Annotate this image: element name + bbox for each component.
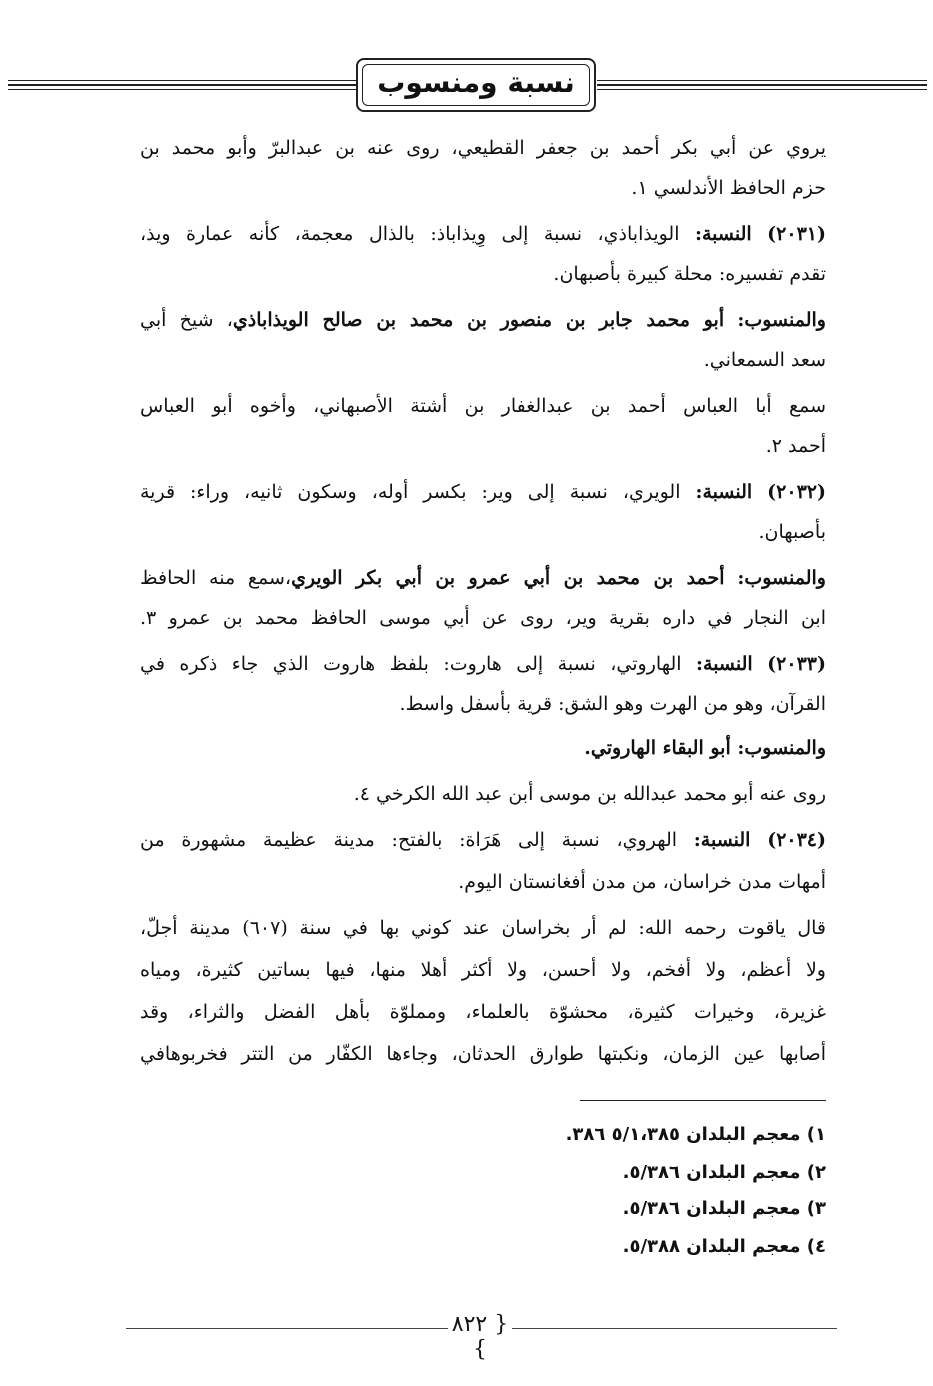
footnote: ٢) معجم البلدان ٥/٣٨٦. bbox=[622, 1162, 826, 1183]
footnote: ١) معجم البلدان ٥/١،٣٨٥ ٣٨٦. bbox=[565, 1124, 826, 1145]
text-line: سعد السمعاني. bbox=[703, 349, 826, 371]
nisba-label: النسبة: bbox=[693, 829, 751, 851]
page-number: { ٨٢٢ } bbox=[451, 1312, 509, 1362]
page-title: نسبة ومنسوب bbox=[377, 66, 575, 99]
mansub-line: والمنسوب: أبو البقاء الهاروتي. bbox=[584, 737, 826, 759]
title-frame bbox=[356, 58, 596, 112]
footnote-separator bbox=[580, 1100, 826, 1101]
entry-number: (٢٠٣٤) bbox=[767, 829, 827, 851]
header-rule-left bbox=[8, 80, 356, 94]
entry-2034: (٢٠٣٤) النسبة: الهروي، نسبة إلى هَرَاة: بالفتح: مدينة عظيمة مشهورة من bbox=[140, 829, 827, 851]
text-line: ابن النجار في داره بقرية وير، روى عن أبي موسى الحافظ محمد بن عمرو ٣. bbox=[140, 607, 826, 629]
footnote: ٣) معجم البلدان ٥/٣٨٦. bbox=[622, 1198, 826, 1219]
nisba-label: النسبة: bbox=[694, 223, 752, 245]
text-line: أحمد ٢. bbox=[765, 435, 826, 457]
page-number-rule-right bbox=[512, 1328, 837, 1329]
text-line: غزيرة، وخيرات كثيرة، محشوّة بالعلماء، ومملوّة بأهل الفضل والثراء، وقد bbox=[140, 1001, 826, 1023]
text-line: سمع أبا العباس أحمد بن عبدالغفار بن أشتة الأصبهاني، وأخوه أبو العباس bbox=[140, 395, 826, 417]
mansub-line: والمنسوب: أبو محمد جابر بن منصور بن محمد بن صالح الويذاباذي، شيخ أبي bbox=[140, 309, 826, 331]
nisba-label: النسبة: bbox=[696, 653, 753, 675]
footnote: ٤) معجم البلدان ٥/٣٨٨. bbox=[622, 1236, 826, 1257]
header-rule-right bbox=[597, 80, 927, 94]
entry-number: (٢٠٣٣) bbox=[767, 653, 826, 675]
entry-2033: (٢٠٣٣) النسبة: الهاروتي، نسبة إلى هاروت: بلفظ هاروت الذي جاء ذكره في bbox=[140, 653, 826, 675]
nisba-label: النسبة: bbox=[695, 481, 753, 503]
text-line: بأصبهان. bbox=[758, 521, 826, 543]
text-line: حزم الحافظ الأندلسي ١. bbox=[631, 177, 826, 199]
text-line: ولا أعظم، ولا أفخم، ولا أحسن، ولا أكثر أهلا منها، فيها بساتين كثيرة، ومياه bbox=[140, 959, 826, 981]
mansub-label: والمنسوب: bbox=[737, 567, 826, 589]
entry-number: (٢٠٣٢) bbox=[767, 481, 826, 503]
text-line: قال ياقوت رحمه الله: لم أر بخراسان عند كوني بها في سنة (٦٠٧) مدينة أجلّ، bbox=[140, 917, 826, 939]
text-line: يروي عن أبي بكر أحمد بن جعفر القطيعي، روى عنه بن عبدالبرّ وأبو محمد بن bbox=[140, 137, 826, 159]
entry-number: (٢٠٣١) bbox=[767, 223, 826, 245]
text-line: أمهات مدن خراسان، من مدن أفغانستان اليوم. bbox=[458, 871, 826, 893]
text-line: أصابها عين الزمان، ونكبتها طوارق الحدثان، وجاءها الكفّار من التتر فخربوهافي bbox=[140, 1043, 826, 1065]
mansub-label: والمنسوب: bbox=[737, 309, 826, 331]
entry-2031: (٢٠٣١) النسبة: الويذاباذي، نسبة إلى وِيذاباذ: بالذال معجمة، كأنه عمارة ويذ، bbox=[140, 223, 826, 245]
mansub-line: والمنسوب: أحمد بن محمد بن أبي عمرو بن أبي بكر الويري،سمع منه الحافظ bbox=[140, 567, 826, 589]
text-line: القرآن، وهو من الهرت وهو الشق: قرية بأسفل واسط. bbox=[399, 693, 826, 715]
text-line: روى عنه أبو محمد عبدالله بن موسى أبن عبد الله الكرخي ٤. bbox=[353, 783, 826, 805]
text-line: تقدم تفسيره: محلة كبيرة بأصبهان. bbox=[553, 263, 826, 285]
entry-2032: (٢٠٣٢) النسبة: الويري، نسبة إلى وير: بكسر أوله، وسكون ثانيه، وراء: قرية bbox=[140, 481, 826, 503]
page-number-rule-left bbox=[126, 1328, 448, 1329]
